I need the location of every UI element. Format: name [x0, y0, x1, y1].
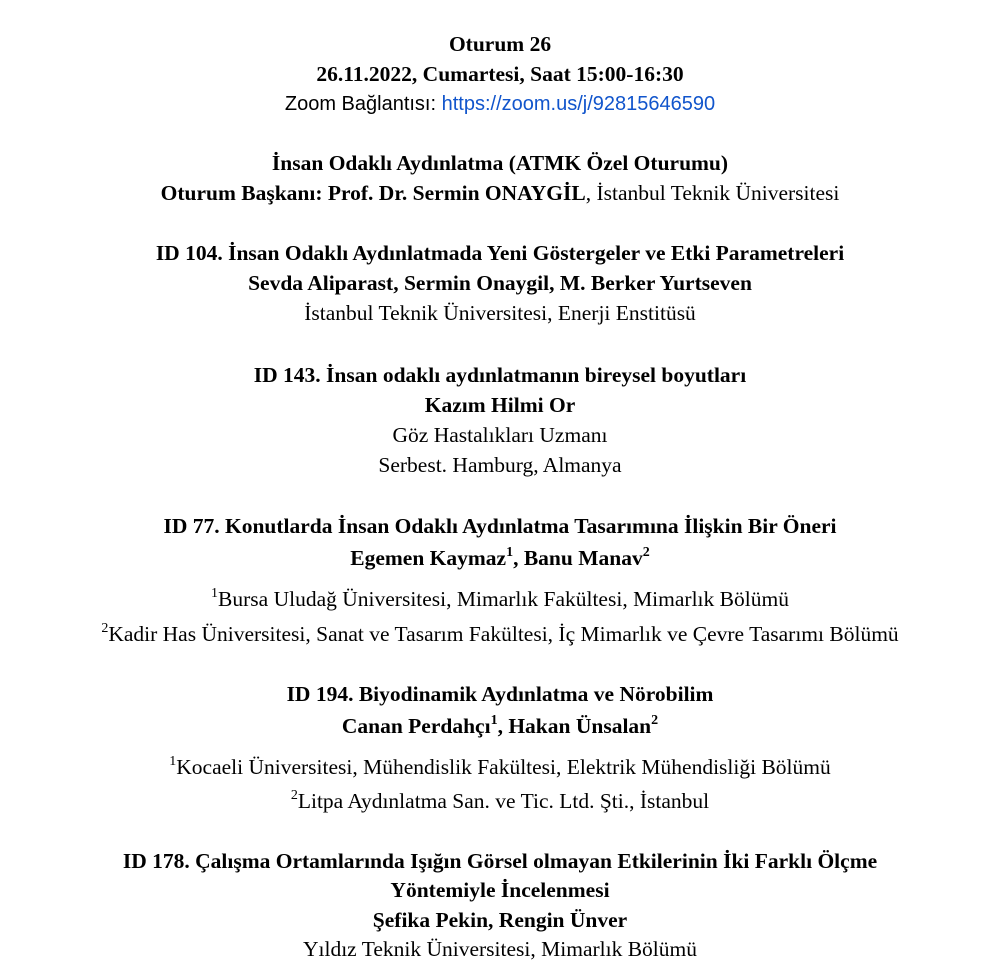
affiliation-text: Bursa Uludağ Üniversitesi, Mimarlık Fakültesi, Mimarlık Bölümü: [218, 587, 789, 611]
affiliation-superscript: 1: [169, 754, 177, 769]
author-name: Canan Perdahçı: [341, 714, 491, 738]
paper-authors: Sevda Aliparast, Sermin Onaygil, M. Berker Yurtseven: [248, 271, 752, 295]
affiliation-text: Litpa Aydınlatma San. ve Tic. Ltd. Şti., İstanbul: [297, 789, 710, 813]
author-separator: ,: [497, 714, 509, 738]
affiliation-superscript: 1: [211, 586, 219, 601]
author-superscript: 2: [651, 713, 659, 728]
author-name: Hakan Ünsalan: [508, 714, 652, 738]
zoom-label: Zoom Bağlantısı:: [284, 93, 442, 115]
paper-title: ID 143. İnsan odaklı aydınlatmanın bireysel boyutları: [253, 363, 747, 387]
session-datetime: 26.11.2022, Cumartesi, Saat 15:00-16:30: [316, 62, 684, 86]
paper-title-continued: Yöntemiyle İncelenmesi: [390, 878, 610, 902]
affiliation-text: Kocaeli Üniversitesi, Mühendislik Fakültesi, Elektrik Mühendisliği Bölümü: [176, 755, 831, 779]
zoom-line: [0, 89, 1000, 118]
paper-title: ID 194. Biyodinamik Aydınlatma ve Nörobilim: [286, 682, 714, 706]
session-title: İnsan Odaklı Aydınlatma (ATMK Özel Oturumu): [271, 151, 729, 175]
session-chair: [0, 179, 1000, 207]
paper-affiliation: [0, 753, 1000, 781]
paper-affiliation: Yıldız Teknik Üniversitesi, Mimarlık Bölümü: [302, 937, 698, 961]
affiliation-text: Kadir Has Üniversitesi, Sanat ve Tasarım Fakültesi, İç Mimarlık ve Çevre Tasarımı Bölümü: [108, 622, 899, 646]
affiliation-superscript: 2: [290, 788, 298, 803]
paper-title: ID 77. Konutlarda İnsan Odaklı Aydınlatma Tasarımına İlişkin Bir Öneri: [163, 514, 837, 538]
paper-authors: [0, 544, 1000, 572]
paper-affiliation: Serbest. Hamburg, Almanya: [378, 453, 622, 477]
author-superscript: 2: [642, 545, 650, 560]
author-name: Egemen Kaymaz: [350, 546, 507, 570]
affiliation-superscript: 2: [101, 621, 109, 636]
zoom-link[interactable]: https://zoom.us/j/92815646590: [441, 93, 716, 115]
author-superscript: 1: [506, 545, 514, 560]
session-chair-affiliation: , İstanbul Teknik Üniversitesi: [585, 181, 840, 205]
paper-authors: [0, 712, 1000, 740]
paper-affiliation: [0, 585, 1000, 613]
paper-affiliation: [0, 787, 1000, 815]
session-number: Oturum 26: [448, 32, 552, 56]
paper-affiliation: İstanbul Teknik Üniversitesi, Enerji Enstitüsü: [304, 301, 696, 325]
paper-authors: Şefika Pekin, Rengin Ünver: [372, 908, 628, 932]
session-chair-name: Oturum Başkanı: Prof. Dr. Sermin ONAYGİL: [160, 181, 586, 205]
author-name: Banu Manav: [523, 546, 643, 570]
paper-affiliation: [0, 620, 1000, 648]
paper-title: ID 104. İnsan Odaklı Aydınlatmada Yeni Göstergeler ve Etki Parametreleri: [155, 241, 845, 265]
author-superscript: 1: [490, 713, 498, 728]
paper-affiliation: Göz Hastalıkları Uzmanı: [392, 423, 608, 447]
author-separator: ,: [513, 546, 524, 570]
paper-title: ID 178. Çalışma Ortamlarında Işığın Görsel olmayan Etkilerinin İki Farklı Ölçme: [122, 849, 878, 873]
paper-authors: Kazım Hilmi Or: [424, 393, 576, 417]
